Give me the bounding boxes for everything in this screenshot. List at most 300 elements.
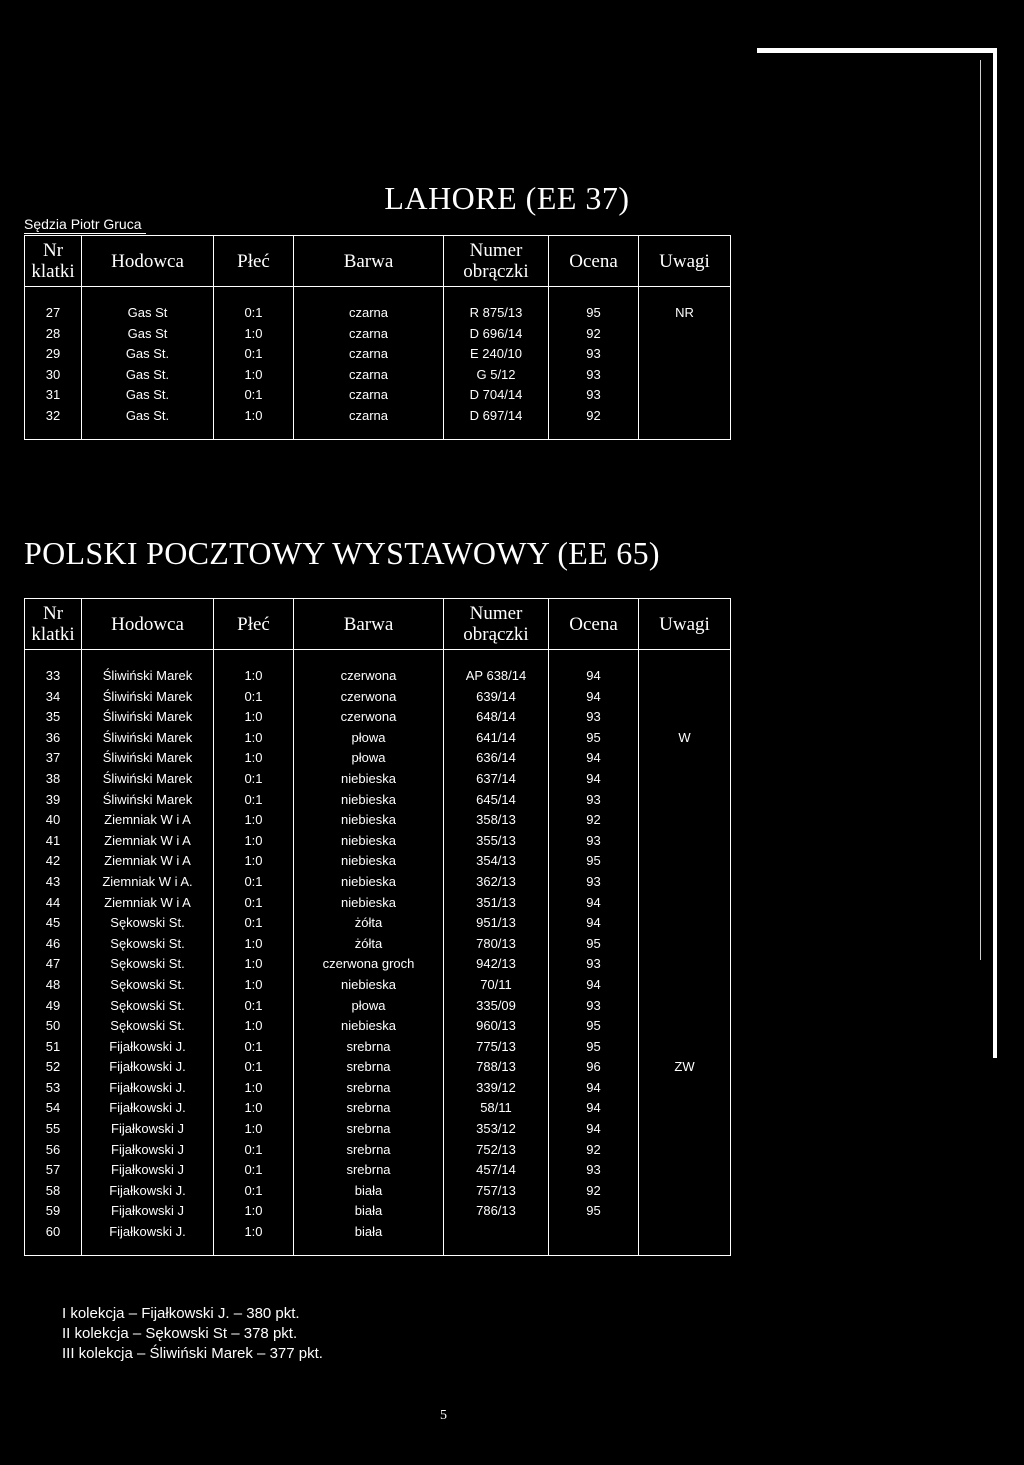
cell-notes [639, 344, 731, 365]
cell-score: 96 [549, 1057, 639, 1078]
spacer-row [25, 287, 731, 304]
table-row [25, 728, 731, 749]
cell-notes [639, 934, 731, 955]
section1-table [24, 235, 731, 440]
table-row [25, 1016, 731, 1037]
cell-color: czarna [294, 344, 444, 365]
cell-color: biała [294, 1222, 444, 1243]
cell-nr: 47 [25, 954, 82, 975]
cell-ring: 960/13 [444, 1016, 549, 1037]
table-row [25, 344, 731, 365]
cell-notes: W [639, 728, 731, 749]
cell-breeder: Gas St. [82, 406, 214, 427]
cell-score: 92 [549, 324, 639, 345]
cell-color: płowa [294, 748, 444, 769]
cell-breeder: Ziemniak W i A. [82, 872, 214, 893]
cell-ring: 639/14 [444, 687, 549, 708]
cell-color: srebrna [294, 1037, 444, 1058]
cell-notes [639, 1181, 731, 1202]
cell-ring: 752/13 [444, 1140, 549, 1161]
col-header-ring: Numer obrączki [444, 236, 549, 287]
cell-nr: 33 [25, 666, 82, 687]
cell-score: 94 [549, 975, 639, 996]
cell-ring: 358/13 [444, 810, 549, 831]
cell-score: 93 [549, 872, 639, 893]
spacer-row [25, 650, 731, 667]
cell-score: 94 [549, 1119, 639, 1140]
cell-breeder: Fijałkowski J. [82, 1222, 214, 1243]
cell-ring: 636/14 [444, 748, 549, 769]
cell-score [549, 1222, 639, 1243]
cell-ring: 339/12 [444, 1078, 549, 1099]
cell-notes [639, 790, 731, 811]
cell-ring: AP 638/14 [444, 666, 549, 687]
cell-score: 94 [549, 666, 639, 687]
cell-notes [639, 851, 731, 872]
table-row [25, 1037, 731, 1058]
cell-breeder: Gas St. [82, 385, 214, 406]
cell-sex: 1:0 [214, 748, 294, 769]
cell-notes [639, 975, 731, 996]
cell-nr: 34 [25, 687, 82, 708]
table-row [25, 996, 731, 1017]
cell-nr: 41 [25, 831, 82, 852]
cell-breeder: Ziemniak W i A [82, 831, 214, 852]
cell-sex: 1:0 [214, 728, 294, 749]
cell-score: 92 [549, 810, 639, 831]
cell-color: biała [294, 1201, 444, 1222]
cell-notes [639, 1201, 731, 1222]
cell-breeder: Fijałkowski J. [82, 1057, 214, 1078]
cell-sex: 0:1 [214, 303, 294, 324]
cell-score: 94 [549, 1078, 639, 1099]
cell-nr: 32 [25, 406, 82, 427]
table-row [25, 1160, 731, 1181]
cell-score: 94 [549, 1098, 639, 1119]
col-header-notes: Uwagi [639, 599, 731, 650]
cell-score: 94 [549, 893, 639, 914]
cell-breeder: Fijałkowski J [82, 1140, 214, 1161]
judge-underline [24, 233, 146, 234]
cell-sex: 0:1 [214, 1140, 294, 1161]
cell-breeder: Gas St [82, 324, 214, 345]
cell-color: niebieska [294, 1016, 444, 1037]
cell-ring: 457/14 [444, 1160, 549, 1181]
cell-color: niebieska [294, 831, 444, 852]
table-row [25, 851, 731, 872]
cell-color: srebrna [294, 1140, 444, 1161]
cell-nr: 43 [25, 872, 82, 893]
cell-notes: NR [639, 303, 731, 324]
cell-notes [639, 707, 731, 728]
cell-nr: 58 [25, 1181, 82, 1202]
cell-color: czarna [294, 365, 444, 386]
table-row [25, 913, 731, 934]
cell-score: 94 [549, 769, 639, 790]
cell-notes [639, 769, 731, 790]
cell-color: czarna [294, 303, 444, 324]
cell-score: 95 [549, 1201, 639, 1222]
cell-sex: 1:0 [214, 1098, 294, 1119]
cell-breeder: Fijałkowski J. [82, 1078, 214, 1099]
cell-sex: 1:0 [214, 324, 294, 345]
cell-sex: 1:0 [214, 707, 294, 728]
cell-score: 93 [549, 344, 639, 365]
cell-score: 95 [549, 303, 639, 324]
cell-sex: 1:0 [214, 934, 294, 955]
cell-breeder: Gas St. [82, 365, 214, 386]
cell-notes [639, 996, 731, 1017]
table-row [25, 769, 731, 790]
table-row [25, 666, 731, 687]
cell-sex: 1:0 [214, 954, 294, 975]
cell-color: czarna [294, 385, 444, 406]
cell-ring: 780/13 [444, 934, 549, 955]
cell-ring: R 875/13 [444, 303, 549, 324]
cell-color: niebieska [294, 851, 444, 872]
cell-nr: 45 [25, 913, 82, 934]
cell-nr: 57 [25, 1160, 82, 1181]
cell-ring: G 5/12 [444, 365, 549, 386]
cell-score: 95 [549, 1016, 639, 1037]
cell-sex: 0:1 [214, 769, 294, 790]
cell-ring: 335/09 [444, 996, 549, 1017]
col-header-color: Barwa [294, 599, 444, 650]
table-row [25, 385, 731, 406]
table-row [25, 1057, 731, 1078]
spacer-row [25, 1243, 731, 1256]
cell-color: biała [294, 1181, 444, 1202]
table-row [25, 406, 731, 427]
cell-sex: 0:1 [214, 687, 294, 708]
cell-breeder: Ziemniak W i A [82, 851, 214, 872]
cell-color: czarna [294, 324, 444, 345]
summary-line: I kolekcja – Fijałkowski J. – 380 pkt. [62, 1305, 300, 1322]
cell-breeder: Fijałkowski J [82, 1201, 214, 1222]
cell-sex: 1:0 [214, 831, 294, 852]
cell-score: 93 [549, 831, 639, 852]
table-row [25, 934, 731, 955]
table-row [25, 831, 731, 852]
cell-notes [639, 831, 731, 852]
summary-line: III kolekcja – Śliwiński Marek – 377 pkt. [62, 1345, 323, 1362]
cell-nr: 29 [25, 344, 82, 365]
cell-breeder: Śliwiński Marek [82, 790, 214, 811]
cell-color: czerwona groch [294, 954, 444, 975]
collection-summary [62, 1304, 323, 1364]
table-row [25, 975, 731, 996]
table-row [25, 707, 731, 728]
col-header-ring: Numer obrączki [444, 599, 549, 650]
cell-nr: 49 [25, 996, 82, 1017]
cell-color: żółta [294, 913, 444, 934]
cell-ring: 648/14 [444, 707, 549, 728]
cell-nr: 54 [25, 1098, 82, 1119]
cell-score: 94 [549, 687, 639, 708]
cell-ring: 351/13 [444, 893, 549, 914]
cell-score: 95 [549, 1037, 639, 1058]
cell-sex: 1:0 [214, 1119, 294, 1140]
cell-nr: 42 [25, 851, 82, 872]
section2-rows [25, 650, 731, 1256]
cell-notes [639, 687, 731, 708]
cell-breeder: Fijałkowski J. [82, 1037, 214, 1058]
table-row [25, 1078, 731, 1099]
cell-breeder: Ziemniak W i A [82, 810, 214, 831]
cell-sex: 1:0 [214, 1078, 294, 1099]
cell-color: srebrna [294, 1078, 444, 1099]
table-row [25, 324, 731, 345]
cell-breeder: Gas St. [82, 344, 214, 365]
cell-ring: 788/13 [444, 1057, 549, 1078]
cell-sex: 1:0 [214, 406, 294, 427]
cell-score: 94 [549, 748, 639, 769]
cell-nr: 38 [25, 769, 82, 790]
cell-nr: 52 [25, 1057, 82, 1078]
cell-notes [639, 406, 731, 427]
cell-color: srebrna [294, 1119, 444, 1140]
cell-nr: 51 [25, 1037, 82, 1058]
cell-breeder: Śliwiński Marek [82, 707, 214, 728]
section2-title: POLSKI POCZTOWY WYSTAWOWY (EE 65) [24, 535, 660, 571]
cell-notes [639, 1160, 731, 1181]
cell-nr: 31 [25, 385, 82, 406]
cell-breeder: Fijałkowski J. [82, 1098, 214, 1119]
cell-color: czarna [294, 406, 444, 427]
col-header-breeder: Hodowca [82, 236, 214, 287]
cell-notes [639, 324, 731, 345]
cell-nr: 27 [25, 303, 82, 324]
cell-ring: 355/13 [444, 831, 549, 852]
table-row [25, 872, 731, 893]
cell-color: żółta [294, 934, 444, 955]
page-number: 5 [440, 1408, 447, 1423]
cell-score: 93 [549, 707, 639, 728]
cell-breeder: Sękowski St. [82, 1016, 214, 1037]
col-header-notes: Uwagi [639, 236, 731, 287]
cell-score: 94 [549, 913, 639, 934]
cell-sex: 0:1 [214, 996, 294, 1017]
table-row [25, 1119, 731, 1140]
cell-sex: 0:1 [214, 1057, 294, 1078]
table-row [25, 748, 731, 769]
section2-table-wrap [24, 598, 730, 1256]
cell-notes [639, 365, 731, 386]
cell-ring: 637/14 [444, 769, 549, 790]
cell-sex: 1:0 [214, 810, 294, 831]
table-row [25, 303, 731, 324]
cell-breeder: Śliwiński Marek [82, 769, 214, 790]
cell-sex: 0:1 [214, 344, 294, 365]
cell-sex: 0:1 [214, 1181, 294, 1202]
cell-score: 93 [549, 365, 639, 386]
col-header-color: Barwa [294, 236, 444, 287]
cell-notes [639, 748, 731, 769]
cell-nr: 30 [25, 365, 82, 386]
cell-score: 95 [549, 934, 639, 955]
cell-nr: 39 [25, 790, 82, 811]
cell-notes [639, 1222, 731, 1243]
cell-ring: D 697/14 [444, 406, 549, 427]
cell-breeder: Fijałkowski J [82, 1160, 214, 1181]
cell-breeder: Ziemniak W i A [82, 893, 214, 914]
cell-ring: 354/13 [444, 851, 549, 872]
cell-ring: 645/14 [444, 790, 549, 811]
table-row [25, 954, 731, 975]
cell-color: niebieska [294, 769, 444, 790]
cell-ring: 70/11 [444, 975, 549, 996]
cell-color: czerwona [294, 707, 444, 728]
cell-sex: 1:0 [214, 1222, 294, 1243]
cell-ring: E 240/10 [444, 344, 549, 365]
cell-breeder: Gas St [82, 303, 214, 324]
cell-sex: 0:1 [214, 790, 294, 811]
cell-ring: 757/13 [444, 1181, 549, 1202]
cell-ring [444, 1222, 549, 1243]
cell-color: niebieska [294, 872, 444, 893]
cell-score: 95 [549, 851, 639, 872]
cell-nr: 56 [25, 1140, 82, 1161]
col-header-nr: Nr klatki [25, 236, 82, 287]
cell-color: płowa [294, 728, 444, 749]
section2-table [24, 598, 731, 1256]
table-row [25, 1201, 731, 1222]
cell-sex: 1:0 [214, 975, 294, 996]
section1-title: LAHORE (EE 37) [384, 180, 630, 216]
cell-nr: 55 [25, 1119, 82, 1140]
cell-ring: 942/13 [444, 954, 549, 975]
table-row [25, 687, 731, 708]
cell-score: 93 [549, 385, 639, 406]
cell-breeder: Fijałkowski J. [82, 1181, 214, 1202]
cell-nr: 44 [25, 893, 82, 914]
col-header-breeder: Hodowca [82, 599, 214, 650]
cell-nr: 59 [25, 1201, 82, 1222]
cell-nr: 50 [25, 1016, 82, 1037]
cell-ring: D 704/14 [444, 385, 549, 406]
table-row [25, 1140, 731, 1161]
cell-breeder: Sękowski St. [82, 975, 214, 996]
cell-notes [639, 893, 731, 914]
cell-notes [639, 913, 731, 934]
cell-sex: 0:1 [214, 913, 294, 934]
cell-ring: D 696/14 [444, 324, 549, 345]
cell-breeder: Śliwiński Marek [82, 666, 214, 687]
cell-sex: 1:0 [214, 666, 294, 687]
cell-notes [639, 385, 731, 406]
cell-color: niebieska [294, 810, 444, 831]
judge-label: Sędzia Piotr Gruca [24, 216, 142, 232]
cell-score: 93 [549, 1160, 639, 1181]
cell-breeder: Sękowski St. [82, 996, 214, 1017]
col-header-score: Ocena [549, 236, 639, 287]
cell-color: srebrna [294, 1160, 444, 1181]
cell-color: srebrna [294, 1098, 444, 1119]
cell-sex: 1:0 [214, 365, 294, 386]
cell-nr: 40 [25, 810, 82, 831]
table-row [25, 1181, 731, 1202]
cell-ring: 951/13 [444, 913, 549, 934]
cell-nr: 35 [25, 707, 82, 728]
section1-table-wrap [24, 235, 730, 440]
cell-breeder: Śliwiński Marek [82, 687, 214, 708]
cell-breeder: Śliwiński Marek [82, 748, 214, 769]
cell-notes [639, 666, 731, 687]
spacer-row [25, 427, 731, 440]
table-row [25, 893, 731, 914]
cell-breeder: Śliwiński Marek [82, 728, 214, 749]
cell-color: niebieska [294, 975, 444, 996]
cell-score: 95 [549, 728, 639, 749]
cell-notes [639, 1078, 731, 1099]
cell-score: 92 [549, 1140, 639, 1161]
cell-sex: 0:1 [214, 872, 294, 893]
cell-sex: 0:1 [214, 1037, 294, 1058]
cell-score: 93 [549, 996, 639, 1017]
cell-nr: 28 [25, 324, 82, 345]
cell-notes [639, 1140, 731, 1161]
cell-sex: 0:1 [214, 385, 294, 406]
col-header-sex: Płeć [214, 236, 294, 287]
cell-notes [639, 954, 731, 975]
cell-ring: 353/12 [444, 1119, 549, 1140]
cell-score: 93 [549, 954, 639, 975]
cell-color: niebieska [294, 893, 444, 914]
cell-notes [639, 1037, 731, 1058]
cell-sex: 0:1 [214, 893, 294, 914]
cell-nr: 53 [25, 1078, 82, 1099]
cell-color: srebrna [294, 1057, 444, 1078]
table-row [25, 1222, 731, 1243]
cell-score: 93 [549, 790, 639, 811]
col-header-sex: Płeć [214, 599, 294, 650]
cell-notes [639, 872, 731, 893]
summary-line: II kolekcja – Sękowski St – 378 pkt. [62, 1325, 298, 1342]
col-header-nr: Nr klatki [25, 599, 82, 650]
cell-color: niebieska [294, 790, 444, 811]
cell-nr: 46 [25, 934, 82, 955]
cell-score: 92 [549, 1181, 639, 1202]
col-header-score: Ocena [549, 599, 639, 650]
table-row [25, 365, 731, 386]
cell-nr: 36 [25, 728, 82, 749]
section1-rows [25, 287, 731, 440]
cell-sex: 1:0 [214, 851, 294, 872]
cell-sex: 1:0 [214, 1201, 294, 1222]
cell-nr: 37 [25, 748, 82, 769]
cell-score: 92 [549, 406, 639, 427]
cell-breeder: Sękowski St. [82, 913, 214, 934]
cell-notes: ZW [639, 1057, 731, 1078]
cell-color: czerwona [294, 666, 444, 687]
table-row [25, 1098, 731, 1119]
cell-breeder: Sękowski St. [82, 954, 214, 975]
cell-ring: 58/11 [444, 1098, 549, 1119]
cell-nr: 48 [25, 975, 82, 996]
cell-notes [639, 810, 731, 831]
cell-breeder: Fijałkowski J [82, 1119, 214, 1140]
cell-ring: 362/13 [444, 872, 549, 893]
cell-notes [639, 1016, 731, 1037]
cell-sex: 1:0 [214, 1016, 294, 1037]
table-row [25, 790, 731, 811]
cell-breeder: Sękowski St. [82, 934, 214, 955]
table-row [25, 810, 731, 831]
cell-nr: 60 [25, 1222, 82, 1243]
cell-color: czerwona [294, 687, 444, 708]
cell-sex: 0:1 [214, 1160, 294, 1181]
cell-color: płowa [294, 996, 444, 1017]
